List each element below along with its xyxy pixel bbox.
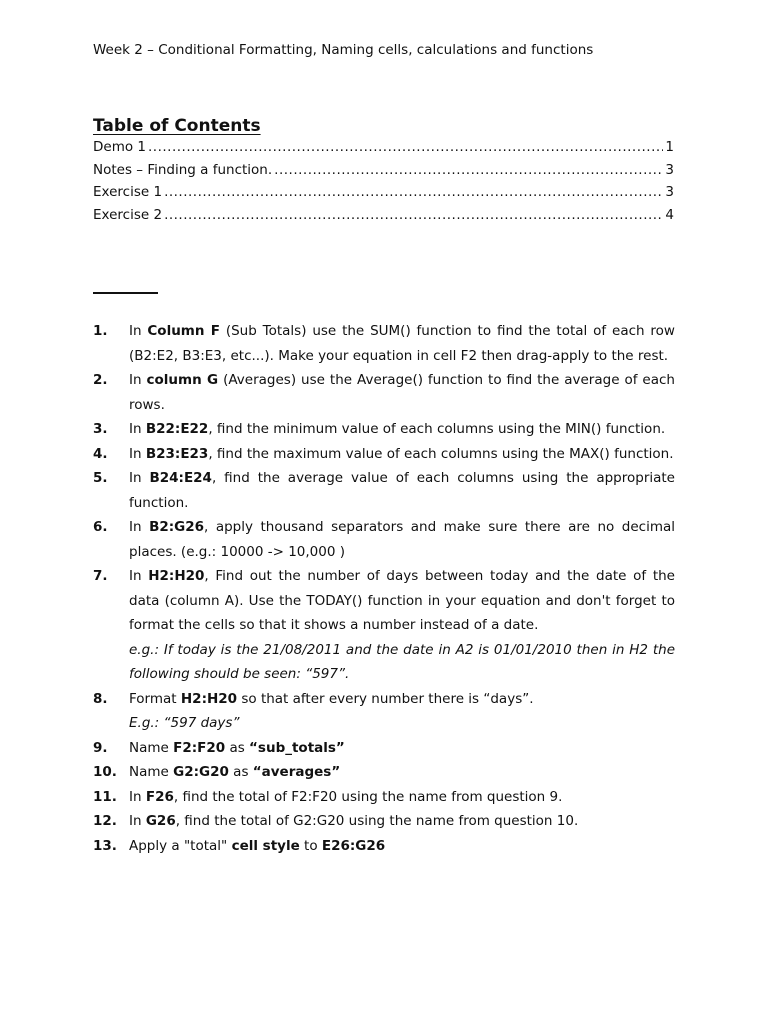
item-number: 4. (93, 445, 108, 462)
text: to (299, 837, 322, 854)
list-item (93, 319, 675, 368)
bold-text: B24:E24 (149, 470, 212, 486)
bold-text: F26 (145, 788, 174, 805)
item-paragraph (129, 564, 675, 638)
toc-entry-page: 3 (665, 184, 674, 200)
bold-text: column G (146, 372, 219, 388)
text: so that after every number there is “days”. (237, 690, 534, 707)
toc-entry-demo-1[interactable] (93, 139, 674, 162)
text: , find the total of G2:G20 using the name from question 10. (175, 813, 579, 829)
bold-text: B2:G26 (149, 519, 205, 535)
item-number: 11. (93, 788, 117, 805)
text: as (225, 739, 250, 756)
item-number: 2. (93, 372, 108, 388)
text: , find the total of F2:F20 using the name from question 9. (173, 788, 563, 805)
text: Name (129, 739, 174, 756)
toc-entry-label: Exercise 2 (93, 206, 163, 223)
bold-text: G26 (145, 813, 176, 829)
bold-text: F2:F20 (173, 739, 226, 756)
item-paragraph (129, 368, 675, 417)
toc-title: Table of Contents (93, 116, 261, 136)
item-number: 8. (93, 690, 108, 707)
example-text: E.g.: “597 days” (129, 715, 240, 731)
item-paragraph (129, 785, 675, 810)
item-text (129, 809, 675, 834)
toc-entry-page: 3 (665, 161, 674, 178)
item-paragraph (129, 319, 675, 368)
bold-text: cell style (231, 837, 300, 854)
text: (Sub Totals) use the SUM() function to find the total of each row (B2:E2, B3:E3, etc...). Make your equation in cell F2 then drag-apply to the rest. (129, 323, 675, 364)
item-number: 13. (93, 837, 117, 854)
item-paragraph (129, 736, 675, 761)
bold-text: H2:H20 (148, 568, 205, 584)
list-item (93, 417, 675, 442)
item-paragraph (129, 834, 675, 859)
item-paragraph (129, 466, 675, 515)
toc-entry-label: Notes – Finding a function. (93, 161, 273, 178)
item-text (129, 368, 675, 417)
list-item (93, 834, 675, 859)
toc-entry-page: 1 (665, 139, 674, 155)
text: , find the average value of each columns using the appropriate function. (129, 470, 675, 511)
text: as (228, 764, 253, 780)
item-text (129, 687, 675, 736)
text: In (129, 323, 148, 339)
toc-entry-page: 4 (665, 206, 674, 223)
text: In (129, 372, 147, 388)
text: In (129, 568, 149, 584)
item-text (129, 785, 675, 810)
bold-text: “averages” (252, 764, 341, 780)
text: In (129, 788, 146, 805)
document-header: Week 2 – Conditional Formatting, Naming cells, calculations and functions (93, 42, 594, 58)
table-of-contents (93, 139, 674, 229)
text: In (129, 519, 150, 535)
item-number: 3. (93, 421, 108, 437)
bold-text: B22:E22 (145, 421, 209, 437)
text: In (129, 813, 146, 829)
section-divider (93, 292, 158, 294)
item-number: 5. (93, 470, 108, 486)
bold-text: E26:G26 (321, 837, 386, 854)
list-item (93, 809, 675, 834)
item-paragraph (129, 442, 675, 467)
toc-entry-exercise-2[interactable] (93, 207, 674, 230)
text: , find the maximum value of each columns using the MAX() function. (208, 445, 674, 462)
text: , Find out the number of days between today and the date of the data (column A). Use the TODAY() function in your equation and don't forget to format the cells so that it shows a number instead of a date. (129, 568, 675, 633)
list-item (93, 442, 675, 467)
list-item (93, 736, 675, 761)
item-paragraph (129, 809, 675, 834)
item-paragraph (129, 515, 675, 564)
list-item (93, 515, 675, 564)
item-text (129, 760, 675, 785)
item-paragraph (129, 417, 675, 442)
toc-entry-label: Demo 1 (93, 139, 146, 155)
item-text (129, 736, 675, 761)
item-number: 6. (93, 519, 108, 535)
item-number: 10. (93, 764, 117, 780)
item-number: 1. (93, 323, 108, 339)
bold-text: B23:E23 (145, 445, 209, 462)
toc-leader-dots (148, 139, 663, 155)
toc-entry-exercise-1[interactable] (93, 184, 674, 207)
text: (Averages) use the Average() function to find the average of each rows. (129, 372, 675, 413)
toc-leader-dots (164, 207, 663, 223)
list-item (93, 466, 675, 515)
item-number: 9. (93, 739, 108, 756)
toc-entry-notes[interactable] (93, 162, 674, 185)
list-item (93, 760, 675, 785)
item-text (129, 834, 675, 859)
example-text: e.g.: If today is the 21/08/2011 and the date in A2 is 01/01/2010 then in H2 the following should be seen: “597”. (129, 641, 675, 682)
item-paragraph (129, 760, 675, 785)
text: In (129, 421, 146, 437)
exercise-list (93, 319, 675, 858)
text: In (129, 445, 146, 462)
text: Apply a "total" (129, 837, 232, 854)
bold-text: “sub_totals” (249, 739, 345, 756)
bold-text: Column F (147, 323, 220, 339)
item-number: 12. (93, 813, 117, 829)
item-paragraph (129, 687, 675, 712)
item-text (129, 564, 675, 687)
list-item (93, 785, 675, 810)
item-paragraph (129, 638, 675, 687)
item-text (129, 515, 675, 564)
bold-text: H2:H20 (180, 690, 238, 707)
text: , apply thousand separators and make sure there are no decimal places. (e.g.: 10000 -> 10,000 ) (129, 519, 675, 560)
item-text (129, 442, 675, 467)
list-item (93, 687, 675, 736)
text: , find the minimum value of each columns using the MIN() function. (208, 421, 666, 437)
item-number: 7. (93, 568, 108, 584)
toc-leader-dots (274, 162, 663, 178)
text: Name (129, 764, 174, 780)
toc-leader-dots (164, 184, 663, 200)
text: Format (129, 690, 181, 707)
text: In (129, 470, 150, 486)
item-text (129, 319, 675, 368)
list-item (93, 368, 675, 417)
item-paragraph (129, 711, 675, 736)
bold-text: G2:G20 (173, 764, 229, 780)
toc-entry-label: Exercise 1 (93, 184, 163, 200)
item-text (129, 417, 675, 442)
list-item (93, 564, 675, 687)
item-text (129, 466, 675, 515)
